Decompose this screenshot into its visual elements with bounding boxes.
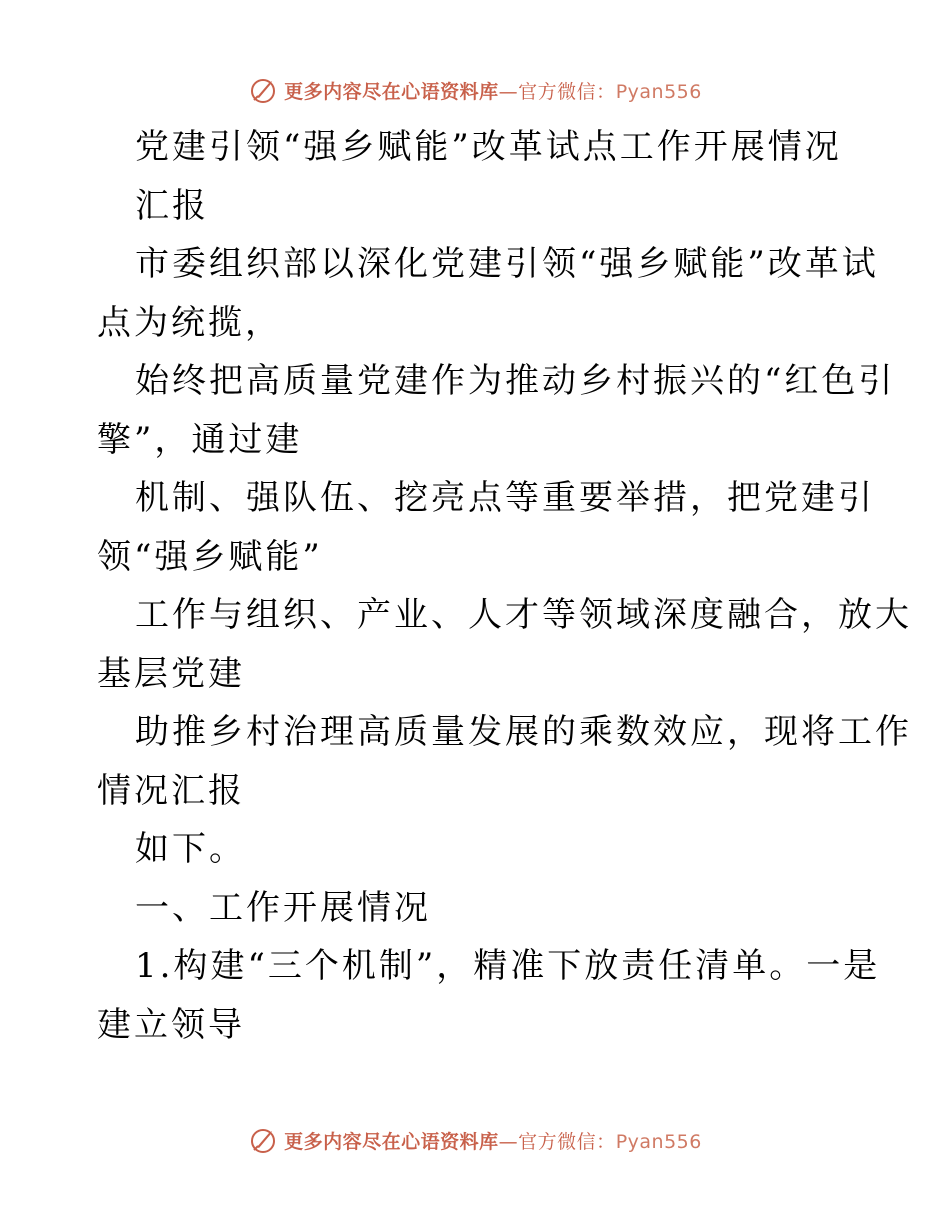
watermark-dash: — (498, 80, 519, 103)
document-body (97, 118, 912, 1054)
text-line: 点为统揽， (97, 302, 282, 343)
text-line: 汇报 (135, 185, 209, 226)
watermark-text (284, 1127, 702, 1154)
footer-watermark (0, 1120, 950, 1160)
watermark-text (284, 77, 702, 104)
text-line: 助推乡村治理高质量发展的乘数效应，现将工作 (135, 712, 912, 752)
text-line: 如下。 (135, 829, 246, 869)
watermark-wechat-id: Pyan556 (615, 1130, 702, 1153)
watermark-wechat-label: 官方微信： (518, 80, 616, 103)
text-line: 一、工作开展情况 (135, 887, 431, 928)
text-line: 情况汇报 (97, 770, 245, 811)
text-line: 建立领导 (97, 1004, 245, 1045)
text-line: 擎”，通过建 (97, 419, 303, 460)
text-line: 基层党建 (97, 653, 245, 694)
watermark-group (248, 75, 702, 105)
watermark-main: 更多内容尽在心语资料库 (284, 1130, 499, 1153)
text-line: 始终把高质量党建作为推动乡村振兴的“红色引 (135, 361, 896, 401)
text-line: 机制、强队伍、挖亮点等重要举措，把党建引 (135, 478, 875, 518)
text-line: 领“强乡赋能” (97, 536, 323, 577)
quill-logo-icon (248, 75, 278, 105)
text-line: 1.构建“三个机制”，精准下放责任清单。一是 (135, 946, 881, 986)
header-watermark (0, 70, 950, 110)
watermark-group (248, 1125, 702, 1155)
watermark-main: 更多内容尽在心语资料库 (284, 80, 499, 103)
watermark-wechat-label: 官方微信： (518, 1130, 616, 1153)
watermark-wechat-id: Pyan556 (615, 80, 702, 103)
quill-logo-icon (248, 1125, 278, 1155)
text-line: 工作与组织、产业、人才等领域深度融合，放大 (135, 595, 912, 635)
text-line: 市委组织部以深化党建引领“强乡赋能”改革试 (135, 244, 879, 284)
watermark-dash: — (498, 1130, 519, 1153)
text-line: 党建引领“强乡赋能”改革试点工作开展情况 (135, 127, 842, 167)
